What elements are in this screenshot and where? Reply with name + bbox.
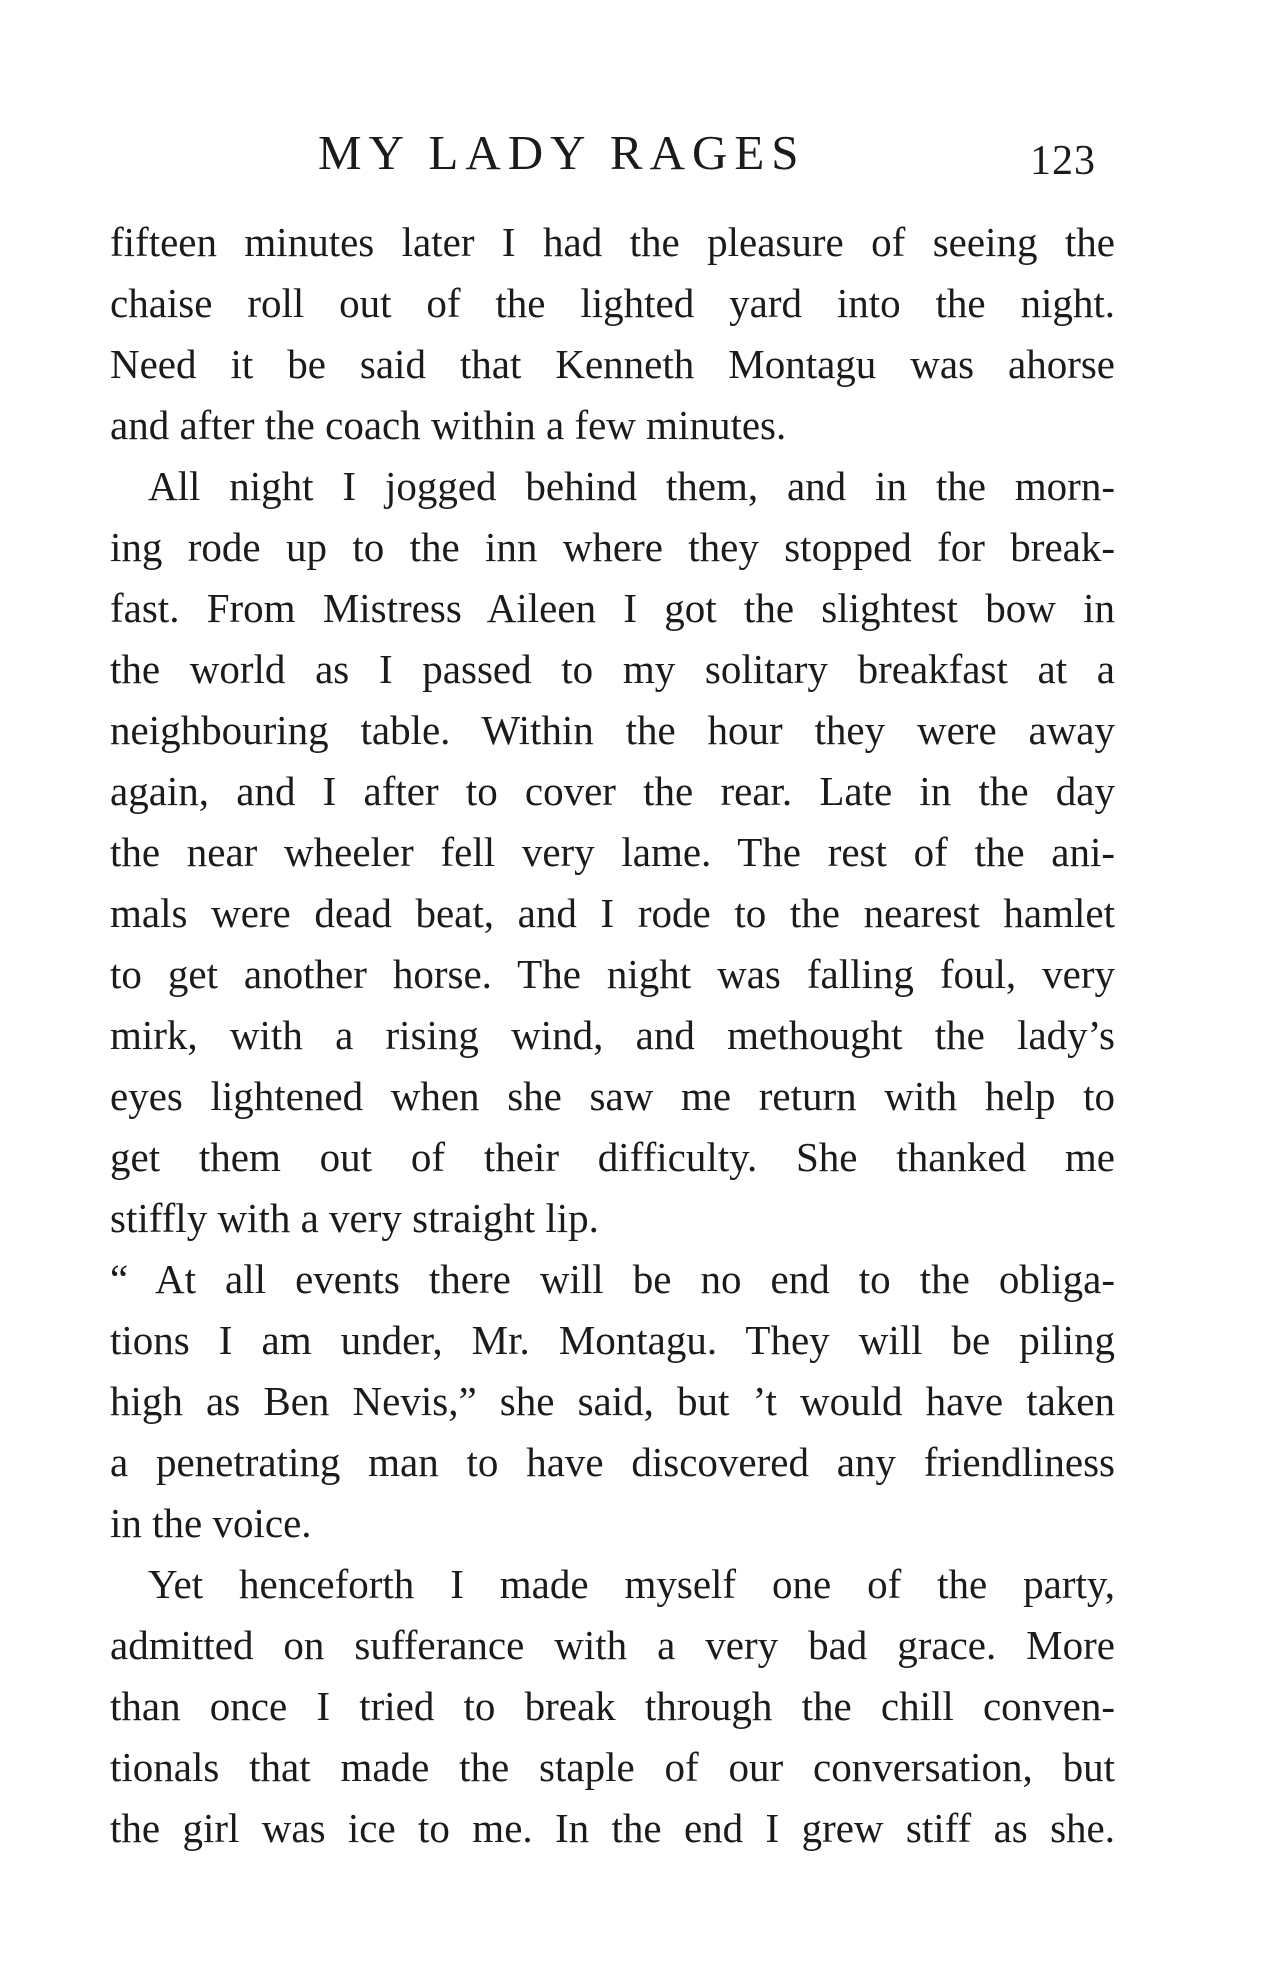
text-line: the near wheeler fell very lame. The rest of the ani- — [110, 829, 1115, 875]
text-line: and after the coach within a few minutes. — [110, 402, 787, 448]
text-line: ing rode up to the inn where they stopped for break- — [110, 524, 1115, 570]
text-line: get them out of their difficulty. She thanked me — [110, 1134, 1115, 1180]
page-header — [0, 118, 1266, 188]
running-title: MY LADY RAGES — [318, 125, 806, 180]
text-line: neighbouring table. Within the hour they were away — [110, 707, 1115, 753]
text-line: the world as I passed to my solitary breakfast at a — [110, 646, 1115, 692]
text-line: high as Ben Nevis,” she said, but ’t would have taken — [110, 1378, 1115, 1424]
body-text — [110, 212, 1115, 1859]
text-line: “ At all events there will be no end to the obliga- — [110, 1256, 1115, 1302]
text-line: in the voice. — [110, 1500, 312, 1546]
text-line: Yet henceforth I made myself one of the party, — [148, 1561, 1115, 1607]
text-line: the girl was ice to me. In the end I grew stiff as she. — [110, 1805, 1115, 1851]
text-line: eyes lightened when she saw me return with help to — [110, 1073, 1115, 1119]
text-line: to get another horse. The night was falling foul, very — [110, 951, 1115, 997]
text-line: stiffly with a very straight lip. — [110, 1195, 599, 1241]
text-line: than once I tried to break through the chill conven- — [110, 1683, 1115, 1729]
page-number: 123 — [1030, 138, 1096, 184]
text-line: All night I jogged behind them, and in the morn- — [148, 463, 1115, 509]
text-line: again, and I after to cover the rear. Late in the day — [110, 768, 1115, 814]
text-line: fifteen minutes later I had the pleasure of seeing the — [110, 219, 1115, 265]
text-line: Need it be said that Kenneth Montagu was ahorse — [110, 341, 1115, 387]
text-line: fast. From Mistress Aileen I got the slightest bow in — [110, 585, 1115, 631]
text-line: a penetrating man to have discovered any friendliness — [110, 1439, 1115, 1485]
text-line: tionals that made the staple of our conversation, but — [110, 1744, 1115, 1790]
text-line: mirk, with a rising wind, and methought the lady’s — [110, 1012, 1115, 1058]
text-line: tions I am under, Mr. Montagu. They will be piling — [110, 1317, 1115, 1363]
text-line: mals were dead beat, and I rode to the nearest hamlet — [110, 890, 1115, 936]
text-line: admitted on sufferance with a very bad grace. More — [110, 1622, 1115, 1668]
text-line: chaise roll out of the lighted yard into the night. — [110, 280, 1115, 326]
